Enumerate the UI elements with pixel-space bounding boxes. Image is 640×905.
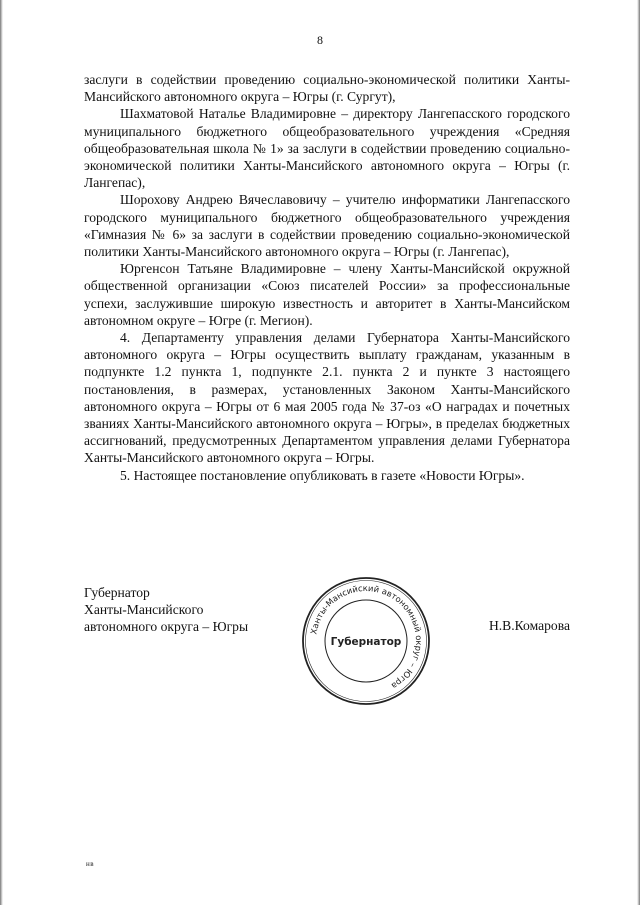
signatory-title-line: Ханты-Мансийского <box>84 602 204 618</box>
scan-edge-left <box>0 0 3 905</box>
paragraph: 5. Настоящее постановление опубликовать в газете «Новости Югры». <box>120 467 525 483</box>
official-seal-stamp <box>300 575 432 707</box>
paragraph: заслуги в содействии проведению социально-экономической политики Ханты-Мансийского автономного округа – Югры (г. Сургут), <box>84 72 570 105</box>
signatory-title-line: автономного округа – Югры <box>84 619 249 635</box>
paragraph: Шорохову Андрею Вячеславовичу – учителю информатики Лангепасского городского муниципального бюджетного общеобразовательного учреждения «Гимназия № 6» за заслуги в содействии проведению социально-экономической политики Ханты-Мансийского автономного округа – Югры (г. Лангепас), <box>84 192 570 260</box>
seal-ring-text: Ханты-Мансийский автономный округ – Югра <box>308 582 425 692</box>
seal-center-text: Губернатор <box>330 636 402 648</box>
footer-code: нв <box>86 860 95 868</box>
signatory-name: Н.В.Комарова <box>488 618 570 633</box>
paragraph: 4. Департаменту управления делами Губернатора Ханты-Мансийского автономного округа – Югры осуществить выплату гражданам, указанным в подпункте 1.2 пункта 1, подпункте 2.1. пункта 2 и пункте 3 настоящего постановления, в размерах, установленных Законом Ханты-Мансийского автономного округа – Югры от 6 мая 2005 года № 37-оз «О наградах и почетных званиях Ханты-Мансийского автономного округа – Югры», в пределах бюджетных ассигнований, предусмотренных Департаментом управления делами Губернатора Ханты-Мансийского автономного округа – Югры. <box>84 330 570 466</box>
page-number: 8 <box>317 33 323 47</box>
paragraph: Шахматовой Наталье Владимировне – директору Лангепасского городского муниципального бюджетного общеобразовательного учреждения «Средняя общеобразовательная школа № 1» за заслуги в содействии проведению социально-экономической политики Ханты-Мансийского автономного округа – Югры (г. Лангепас), <box>84 106 570 191</box>
signatory-title <box>84 584 304 636</box>
signatory-title-line: Губернатор <box>84 585 150 600</box>
document-body <box>84 71 570 484</box>
paragraph: Юргенсон Татьяне Владимировне – члену Ханты-Мансийской окружной общественной организации «Союз писателей России» за профессиональные успехи, заслужившие широкую известность и авторитет в Ханты-Мансийском автономном округе – Югре (г. Мегион). <box>84 261 570 328</box>
